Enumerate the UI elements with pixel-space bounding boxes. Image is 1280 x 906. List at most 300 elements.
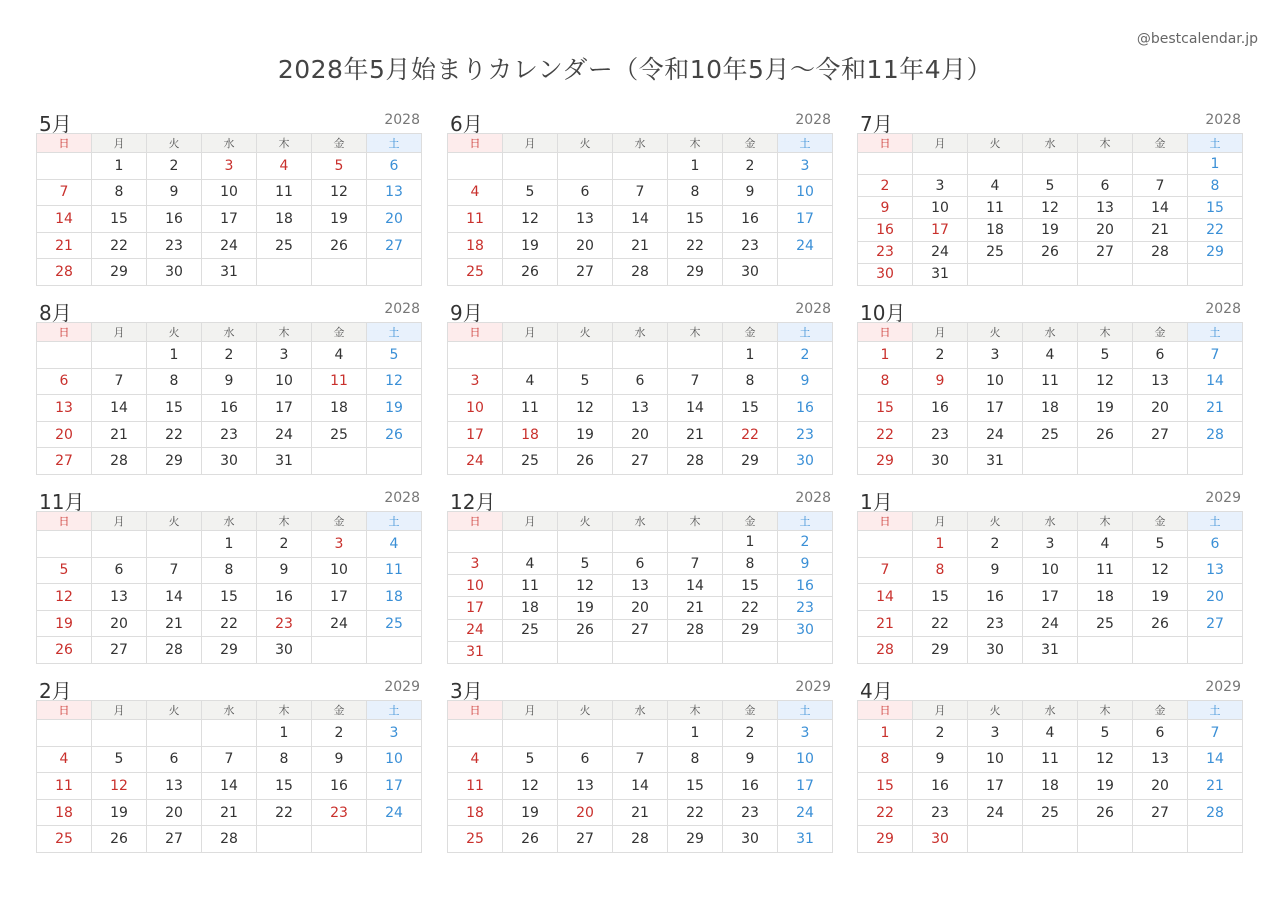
- day-cell: 19: [1078, 395, 1133, 422]
- day-cell: 16: [913, 773, 968, 800]
- empty-cell: [37, 342, 92, 369]
- week-row: [448, 799, 833, 826]
- day-cell: 19: [503, 799, 558, 826]
- week-row: [448, 259, 833, 286]
- day-cell: 2: [723, 720, 778, 747]
- empty-cell: [1133, 153, 1188, 175]
- month-header: [447, 296, 833, 325]
- day-cell: 13: [367, 179, 422, 206]
- day-cell: 16: [723, 206, 778, 233]
- day-cell: 19: [1133, 584, 1188, 611]
- day-cell: 11: [312, 368, 367, 395]
- week-row: [858, 342, 1243, 369]
- day-cell: 4: [312, 342, 367, 369]
- day-cell: 21: [1133, 219, 1188, 241]
- week-row: [37, 448, 422, 475]
- month-label: 5月: [39, 112, 72, 136]
- day-cell: 1: [147, 342, 202, 369]
- day-cell: 26: [1023, 241, 1078, 263]
- day-cell: 4: [448, 179, 503, 206]
- weekday-header: 月: [913, 701, 968, 720]
- day-cell: 2: [312, 720, 367, 747]
- weekday-header: 土: [778, 512, 833, 531]
- empty-cell: [613, 342, 668, 369]
- day-cell: 27: [1133, 421, 1188, 448]
- day-cell: 23: [147, 232, 202, 259]
- month-block: [857, 296, 1243, 473]
- day-cell: 19: [558, 597, 613, 619]
- weekday-header: 日: [858, 323, 913, 342]
- empty-cell: [448, 342, 503, 369]
- weekday-header: 月: [503, 701, 558, 720]
- month-year: 2028: [795, 112, 831, 128]
- empty-cell: [448, 720, 503, 747]
- day-cell: 20: [558, 799, 613, 826]
- day-cell: 24: [448, 619, 503, 641]
- day-cell: 23: [913, 421, 968, 448]
- month-table: [36, 322, 422, 475]
- day-cell: 25: [1023, 799, 1078, 826]
- weekday-header: 木: [257, 701, 312, 720]
- day-cell: 14: [613, 773, 668, 800]
- day-cell: 4: [503, 368, 558, 395]
- day-cell: 9: [778, 368, 833, 395]
- day-cell: 26: [1133, 610, 1188, 637]
- month-table: [447, 700, 833, 853]
- weekday-header: 月: [92, 701, 147, 720]
- day-cell: 25: [367, 610, 422, 637]
- weekday-header: 水: [202, 512, 257, 531]
- weekday-header: 土: [1188, 134, 1243, 153]
- weekday-header: 水: [1023, 701, 1078, 720]
- day-cell: 13: [1188, 557, 1243, 584]
- weekday-header: 日: [37, 512, 92, 531]
- day-cell: 26: [367, 421, 422, 448]
- day-cell: 29: [202, 637, 257, 664]
- day-cell: 15: [858, 773, 913, 800]
- day-cell: 9: [312, 746, 367, 773]
- weekday-header: 月: [92, 323, 147, 342]
- day-cell: 13: [1078, 197, 1133, 219]
- week-row: [37, 342, 422, 369]
- day-cell: 25: [1078, 610, 1133, 637]
- day-cell: 26: [92, 826, 147, 853]
- day-cell: 22: [913, 610, 968, 637]
- week-row: [858, 175, 1243, 197]
- day-cell: 5: [37, 557, 92, 584]
- day-cell: 15: [202, 584, 257, 611]
- day-cell: 1: [913, 531, 968, 558]
- day-cell: 11: [367, 557, 422, 584]
- day-cell: 19: [312, 206, 367, 233]
- day-cell: 30: [913, 448, 968, 475]
- weekday-header: 火: [968, 701, 1023, 720]
- month-label: 2月: [39, 679, 72, 703]
- week-row: [858, 263, 1243, 285]
- day-cell: 22: [668, 232, 723, 259]
- day-cell: 6: [613, 553, 668, 575]
- month-table: [857, 511, 1243, 664]
- day-cell: 12: [1078, 368, 1133, 395]
- day-cell: 17: [778, 773, 833, 800]
- weekday-header-row: [858, 134, 1243, 153]
- day-cell: 4: [257, 153, 312, 180]
- day-cell: 2: [913, 342, 968, 369]
- month-year: 2029: [1205, 679, 1241, 695]
- day-cell: 11: [968, 197, 1023, 219]
- day-cell: 10: [778, 746, 833, 773]
- month-year: 2028: [384, 112, 420, 128]
- weekday-header: 水: [202, 701, 257, 720]
- weekday-header: 火: [558, 701, 613, 720]
- empty-cell: [968, 826, 1023, 853]
- month-block: [857, 485, 1243, 662]
- empty-cell: [668, 342, 723, 369]
- day-cell: 8: [668, 746, 723, 773]
- empty-cell: [1078, 637, 1133, 664]
- day-cell: 17: [367, 773, 422, 800]
- week-row: [448, 206, 833, 233]
- day-cell: 1: [92, 153, 147, 180]
- day-cell: 18: [37, 799, 92, 826]
- weekday-header-row: [858, 701, 1243, 720]
- week-row: [858, 448, 1243, 475]
- day-cell: 20: [558, 232, 613, 259]
- day-cell: 11: [37, 773, 92, 800]
- day-cell: 27: [92, 637, 147, 664]
- weekday-header: 日: [37, 134, 92, 153]
- weekday-header: 日: [448, 134, 503, 153]
- month-year: 2029: [795, 679, 831, 695]
- day-cell: 23: [858, 241, 913, 263]
- empty-cell: [312, 448, 367, 475]
- month-year: 2028: [1205, 301, 1241, 317]
- day-cell: 13: [1133, 368, 1188, 395]
- empty-cell: [503, 153, 558, 180]
- day-cell: 29: [92, 259, 147, 286]
- empty-cell: [147, 531, 202, 558]
- day-cell: 3: [257, 342, 312, 369]
- week-row: [448, 641, 833, 663]
- day-cell: 8: [257, 746, 312, 773]
- day-cell: 28: [858, 637, 913, 664]
- day-cell: 22: [257, 799, 312, 826]
- empty-cell: [613, 641, 668, 663]
- day-cell: 3: [778, 153, 833, 180]
- weekday-header: 火: [968, 134, 1023, 153]
- empty-cell: [1188, 448, 1243, 475]
- day-cell: 22: [147, 421, 202, 448]
- day-cell: 27: [1133, 799, 1188, 826]
- day-cell: 17: [448, 421, 503, 448]
- empty-cell: [503, 531, 558, 553]
- day-cell: 23: [913, 799, 968, 826]
- day-cell: 16: [147, 206, 202, 233]
- empty-cell: [92, 531, 147, 558]
- month-table: [36, 133, 422, 286]
- day-cell: 27: [1078, 241, 1133, 263]
- day-cell: 20: [613, 597, 668, 619]
- day-cell: 18: [312, 395, 367, 422]
- week-row: [448, 232, 833, 259]
- weekday-header: 木: [257, 512, 312, 531]
- day-cell: 18: [1078, 584, 1133, 611]
- month-label: 8月: [39, 301, 72, 325]
- day-cell: 13: [613, 575, 668, 597]
- day-cell: 23: [778, 421, 833, 448]
- weekday-header: 金: [312, 512, 367, 531]
- day-cell: 11: [503, 575, 558, 597]
- day-cell: 24: [1023, 610, 1078, 637]
- week-row: [858, 720, 1243, 747]
- day-cell: 1: [723, 342, 778, 369]
- day-cell: 17: [1023, 584, 1078, 611]
- day-cell: 13: [558, 206, 613, 233]
- empty-cell: [367, 826, 422, 853]
- day-cell: 9: [968, 557, 1023, 584]
- day-cell: 20: [37, 421, 92, 448]
- day-cell: 30: [913, 826, 968, 853]
- day-cell: 16: [723, 773, 778, 800]
- weekday-header: 金: [1133, 512, 1188, 531]
- day-cell: 3: [913, 175, 968, 197]
- day-cell: 1: [202, 531, 257, 558]
- day-cell: 11: [1023, 368, 1078, 395]
- day-cell: 21: [37, 232, 92, 259]
- day-cell: 26: [312, 232, 367, 259]
- month-label: 10月: [860, 301, 906, 325]
- month-header: [36, 296, 422, 325]
- week-row: [37, 395, 422, 422]
- day-cell: 8: [858, 746, 913, 773]
- weekday-header: 水: [613, 323, 668, 342]
- empty-cell: [1023, 448, 1078, 475]
- month-header: [36, 485, 422, 514]
- day-cell: 2: [968, 531, 1023, 558]
- day-cell: 18: [968, 219, 1023, 241]
- day-cell: 21: [668, 597, 723, 619]
- weekday-header: 土: [367, 701, 422, 720]
- day-cell: 30: [778, 448, 833, 475]
- empty-cell: [858, 153, 913, 175]
- empty-cell: [312, 259, 367, 286]
- weekday-header: 火: [558, 512, 613, 531]
- month-table: [447, 511, 833, 664]
- weekday-header: 金: [723, 512, 778, 531]
- week-row: [37, 799, 422, 826]
- day-cell: 19: [503, 232, 558, 259]
- day-cell: 31: [202, 259, 257, 286]
- day-cell: 27: [37, 448, 92, 475]
- day-cell: 25: [503, 619, 558, 641]
- day-cell: 6: [1188, 531, 1243, 558]
- day-cell: 10: [448, 575, 503, 597]
- weekday-header-row: [37, 512, 422, 531]
- day-cell: 10: [257, 368, 312, 395]
- page-title: 2028年5月始まりカレンダー（令和10年5月～令和11年4月）: [277, 55, 993, 84]
- day-cell: 3: [778, 720, 833, 747]
- empty-cell: [1078, 826, 1133, 853]
- week-row: [858, 773, 1243, 800]
- day-cell: 10: [913, 197, 968, 219]
- empty-cell: [1133, 263, 1188, 285]
- day-cell: 15: [147, 395, 202, 422]
- day-cell: 5: [558, 368, 613, 395]
- day-cell: 12: [558, 575, 613, 597]
- day-cell: 21: [613, 232, 668, 259]
- day-cell: 30: [147, 259, 202, 286]
- weekday-header-row: [858, 323, 1243, 342]
- day-cell: 4: [1023, 342, 1078, 369]
- weekday-header: 金: [1133, 134, 1188, 153]
- month-header: [447, 485, 833, 514]
- month-header: [857, 107, 1243, 136]
- month-label: 12月: [450, 490, 496, 514]
- day-cell: 24: [968, 421, 1023, 448]
- weekday-header: 土: [1188, 323, 1243, 342]
- weekday-header: 金: [723, 701, 778, 720]
- week-row: [448, 421, 833, 448]
- day-cell: 20: [1133, 773, 1188, 800]
- month-header: [447, 674, 833, 703]
- week-row: [448, 773, 833, 800]
- empty-cell: [503, 342, 558, 369]
- day-cell: 9: [858, 197, 913, 219]
- day-cell: 15: [723, 575, 778, 597]
- weekday-header: 月: [503, 512, 558, 531]
- day-cell: 24: [913, 241, 968, 263]
- day-cell: 19: [367, 395, 422, 422]
- day-cell: 23: [723, 232, 778, 259]
- day-cell: 19: [1023, 219, 1078, 241]
- weekday-header: 火: [968, 323, 1023, 342]
- empty-cell: [613, 153, 668, 180]
- week-row: [448, 153, 833, 180]
- month-table: [36, 700, 422, 853]
- month-label: 4月: [860, 679, 893, 703]
- day-cell: 12: [367, 368, 422, 395]
- empty-cell: [778, 259, 833, 286]
- empty-cell: [257, 259, 312, 286]
- day-cell: 7: [858, 557, 913, 584]
- day-cell: 15: [668, 773, 723, 800]
- day-cell: 17: [968, 395, 1023, 422]
- week-row: [858, 421, 1243, 448]
- weekday-header: 金: [312, 701, 367, 720]
- empty-cell: [1133, 826, 1188, 853]
- day-cell: 18: [448, 232, 503, 259]
- day-cell: 1: [723, 531, 778, 553]
- weekday-header: 木: [257, 323, 312, 342]
- weekday-header: 水: [202, 323, 257, 342]
- day-cell: 26: [558, 448, 613, 475]
- day-cell: 20: [1188, 584, 1243, 611]
- day-cell: 17: [913, 219, 968, 241]
- month-header: [36, 107, 422, 136]
- day-cell: 22: [202, 610, 257, 637]
- weekday-header: 金: [1133, 701, 1188, 720]
- day-cell: 31: [778, 826, 833, 853]
- day-cell: 8: [858, 368, 913, 395]
- day-cell: 6: [147, 746, 202, 773]
- day-cell: 11: [1078, 557, 1133, 584]
- weekday-header: 木: [257, 134, 312, 153]
- day-cell: 10: [1023, 557, 1078, 584]
- day-cell: 12: [312, 179, 367, 206]
- day-cell: 28: [668, 448, 723, 475]
- month-header: [857, 674, 1243, 703]
- day-cell: 15: [858, 395, 913, 422]
- weekday-header-row: [448, 701, 833, 720]
- day-cell: 30: [202, 448, 257, 475]
- day-cell: 22: [668, 799, 723, 826]
- day-cell: 4: [503, 553, 558, 575]
- day-cell: 6: [558, 746, 613, 773]
- weekday-header: 火: [147, 323, 202, 342]
- weekday-header: 火: [147, 512, 202, 531]
- day-cell: 21: [1188, 395, 1243, 422]
- day-cell: 8: [202, 557, 257, 584]
- day-cell: 2: [202, 342, 257, 369]
- day-cell: 19: [558, 421, 613, 448]
- month-block: [857, 674, 1243, 851]
- week-row: [858, 153, 1243, 175]
- week-row: [448, 597, 833, 619]
- day-cell: 2: [858, 175, 913, 197]
- day-cell: 8: [1188, 175, 1243, 197]
- empty-cell: [558, 153, 613, 180]
- day-cell: 14: [1188, 368, 1243, 395]
- week-row: [858, 395, 1243, 422]
- day-cell: 31: [968, 448, 1023, 475]
- month-label: 3月: [450, 679, 483, 703]
- day-cell: 18: [257, 206, 312, 233]
- day-cell: 16: [778, 575, 833, 597]
- day-cell: 1: [257, 720, 312, 747]
- day-cell: 4: [367, 531, 422, 558]
- day-cell: 17: [448, 597, 503, 619]
- day-cell: 6: [1133, 720, 1188, 747]
- empty-cell: [503, 720, 558, 747]
- day-cell: 7: [147, 557, 202, 584]
- day-cell: 10: [202, 179, 257, 206]
- day-cell: 30: [257, 637, 312, 664]
- day-cell: 28: [1188, 799, 1243, 826]
- day-cell: 8: [668, 179, 723, 206]
- empty-cell: [558, 641, 613, 663]
- empty-cell: [257, 826, 312, 853]
- week-row: [858, 799, 1243, 826]
- weekday-header: 木: [668, 323, 723, 342]
- day-cell: 9: [723, 179, 778, 206]
- day-cell: 15: [723, 395, 778, 422]
- day-cell: 5: [1023, 175, 1078, 197]
- month-table: [857, 322, 1243, 475]
- empty-cell: [1188, 826, 1243, 853]
- day-cell: 17: [312, 584, 367, 611]
- day-cell: 5: [503, 179, 558, 206]
- empty-cell: [37, 153, 92, 180]
- day-cell: 13: [37, 395, 92, 422]
- day-cell: 3: [448, 368, 503, 395]
- day-cell: 2: [723, 153, 778, 180]
- month-year: 2028: [1205, 112, 1241, 128]
- day-cell: 1: [1188, 153, 1243, 175]
- day-cell: 7: [613, 746, 668, 773]
- day-cell: 26: [503, 826, 558, 853]
- empty-cell: [367, 259, 422, 286]
- empty-cell: [1023, 263, 1078, 285]
